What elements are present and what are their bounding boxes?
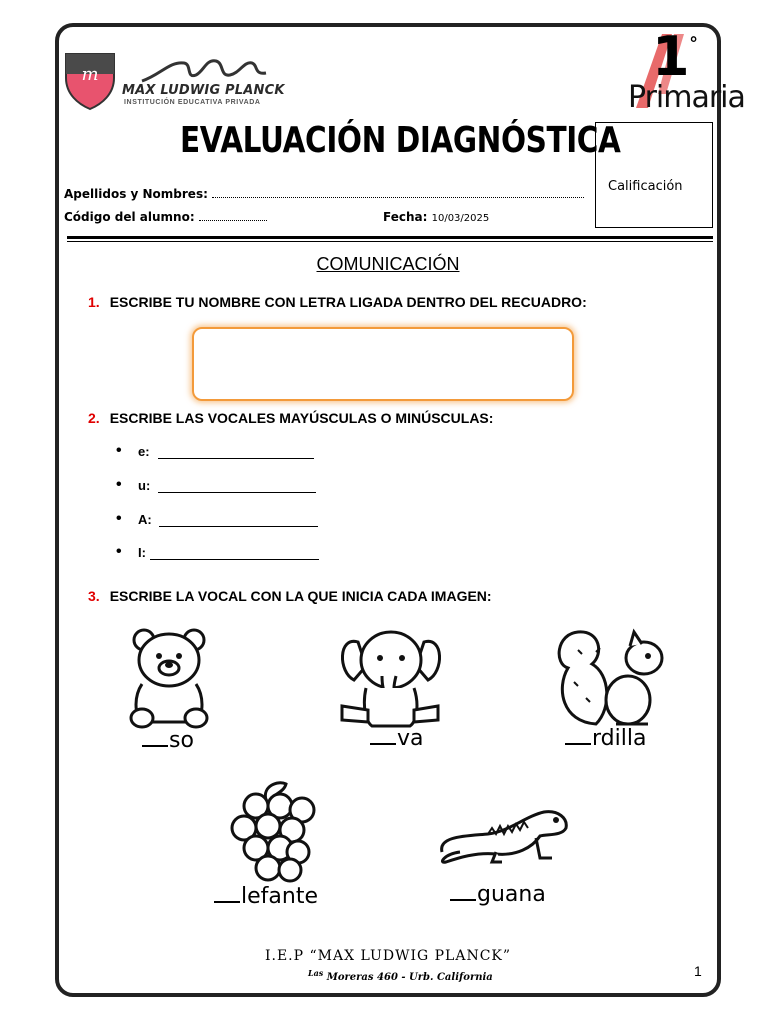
answer-blank[interactable] bbox=[450, 899, 476, 901]
image-word[interactable]: va bbox=[370, 726, 424, 751]
school-subtitle: INSTITUCIÓN EDUCATIVA PRIVADA bbox=[124, 99, 261, 106]
code-label: Código del alumno: bbox=[64, 210, 195, 224]
grade-box-label: Calificación bbox=[608, 179, 683, 194]
question-text: ESCRIBE TU NOMBRE CON LETRA LIGADA DENTRO DEL RECUADRO: bbox=[109, 294, 587, 310]
header-divider-thin bbox=[67, 241, 713, 242]
address-prefix: Las bbox=[308, 968, 324, 978]
vowel-label: I: bbox=[138, 545, 146, 560]
name-label: Apellidos y Nombres: bbox=[64, 187, 208, 201]
question-3 bbox=[88, 588, 492, 604]
question-text: ESCRIBE LAS VOCALES MAYÚSCULAS O MINÚSCULAS: bbox=[109, 410, 494, 426]
vowel-label: e: bbox=[138, 444, 150, 459]
answer-blank[interactable] bbox=[142, 745, 168, 747]
date-field bbox=[383, 210, 489, 224]
name-answer-box[interactable] bbox=[192, 327, 574, 401]
answer-line[interactable] bbox=[158, 492, 316, 493]
answer-blank[interactable] bbox=[565, 743, 591, 745]
school-logo-icon bbox=[64, 52, 116, 110]
address-text: Moreras 460 - Urb. California bbox=[326, 972, 493, 983]
question-1 bbox=[88, 294, 587, 310]
question-2 bbox=[88, 410, 493, 426]
grapes-icon bbox=[226, 778, 320, 884]
date-label: Fecha: bbox=[383, 210, 428, 224]
grade-word: Primaria bbox=[628, 80, 745, 115]
question-number: 1. bbox=[88, 294, 100, 310]
header-divider bbox=[67, 236, 713, 239]
image-word[interactable]: guana bbox=[450, 882, 546, 907]
page-title: EVALUACIÓN DIAGNÓSTICA bbox=[180, 120, 621, 161]
vowel-label: u: bbox=[138, 478, 151, 493]
answer-blank[interactable] bbox=[370, 743, 396, 745]
image-word[interactable]: so bbox=[142, 728, 194, 753]
name-field[interactable] bbox=[64, 187, 584, 201]
elephant-icon bbox=[332, 626, 450, 730]
footer-school: I.E.P “MAX LUDWIG PLANCK” bbox=[264, 948, 512, 964]
svg-text:m: m bbox=[81, 64, 99, 85]
grade-box[interactable] bbox=[595, 122, 713, 228]
answer-line[interactable] bbox=[158, 458, 314, 459]
question-text: ESCRIBE LA VOCAL CON LA QUE INICIA CADA IMAGEN: bbox=[109, 588, 492, 604]
question-number: 2. bbox=[88, 410, 100, 426]
vowel-label: A: bbox=[138, 512, 152, 527]
code-field[interactable] bbox=[64, 210, 267, 224]
section-title: COMUNICACIÓN bbox=[316, 254, 460, 274]
name-dots bbox=[212, 188, 584, 198]
school-name: MAX LUDWIG PLANCK bbox=[122, 83, 285, 98]
answer-blank[interactable] bbox=[214, 901, 240, 903]
squirrel-icon bbox=[559, 632, 662, 724]
code-dots bbox=[199, 211, 267, 221]
bear-icon bbox=[128, 626, 210, 730]
footer-address bbox=[308, 968, 493, 983]
answer-line[interactable] bbox=[159, 526, 318, 527]
grade-number: 1 bbox=[652, 25, 690, 88]
image-word[interactable]: rdilla bbox=[565, 726, 646, 751]
date-value: 10/03/2025 bbox=[431, 213, 490, 224]
question-number: 3. bbox=[88, 588, 100, 604]
image-word[interactable]: lefante bbox=[214, 884, 318, 909]
page-number: 1 bbox=[694, 963, 702, 979]
grade-degree: ° bbox=[690, 33, 698, 53]
logo-swoosh-icon bbox=[140, 55, 270, 85]
iguana-icon bbox=[436, 796, 574, 868]
answer-line[interactable] bbox=[150, 559, 319, 560]
